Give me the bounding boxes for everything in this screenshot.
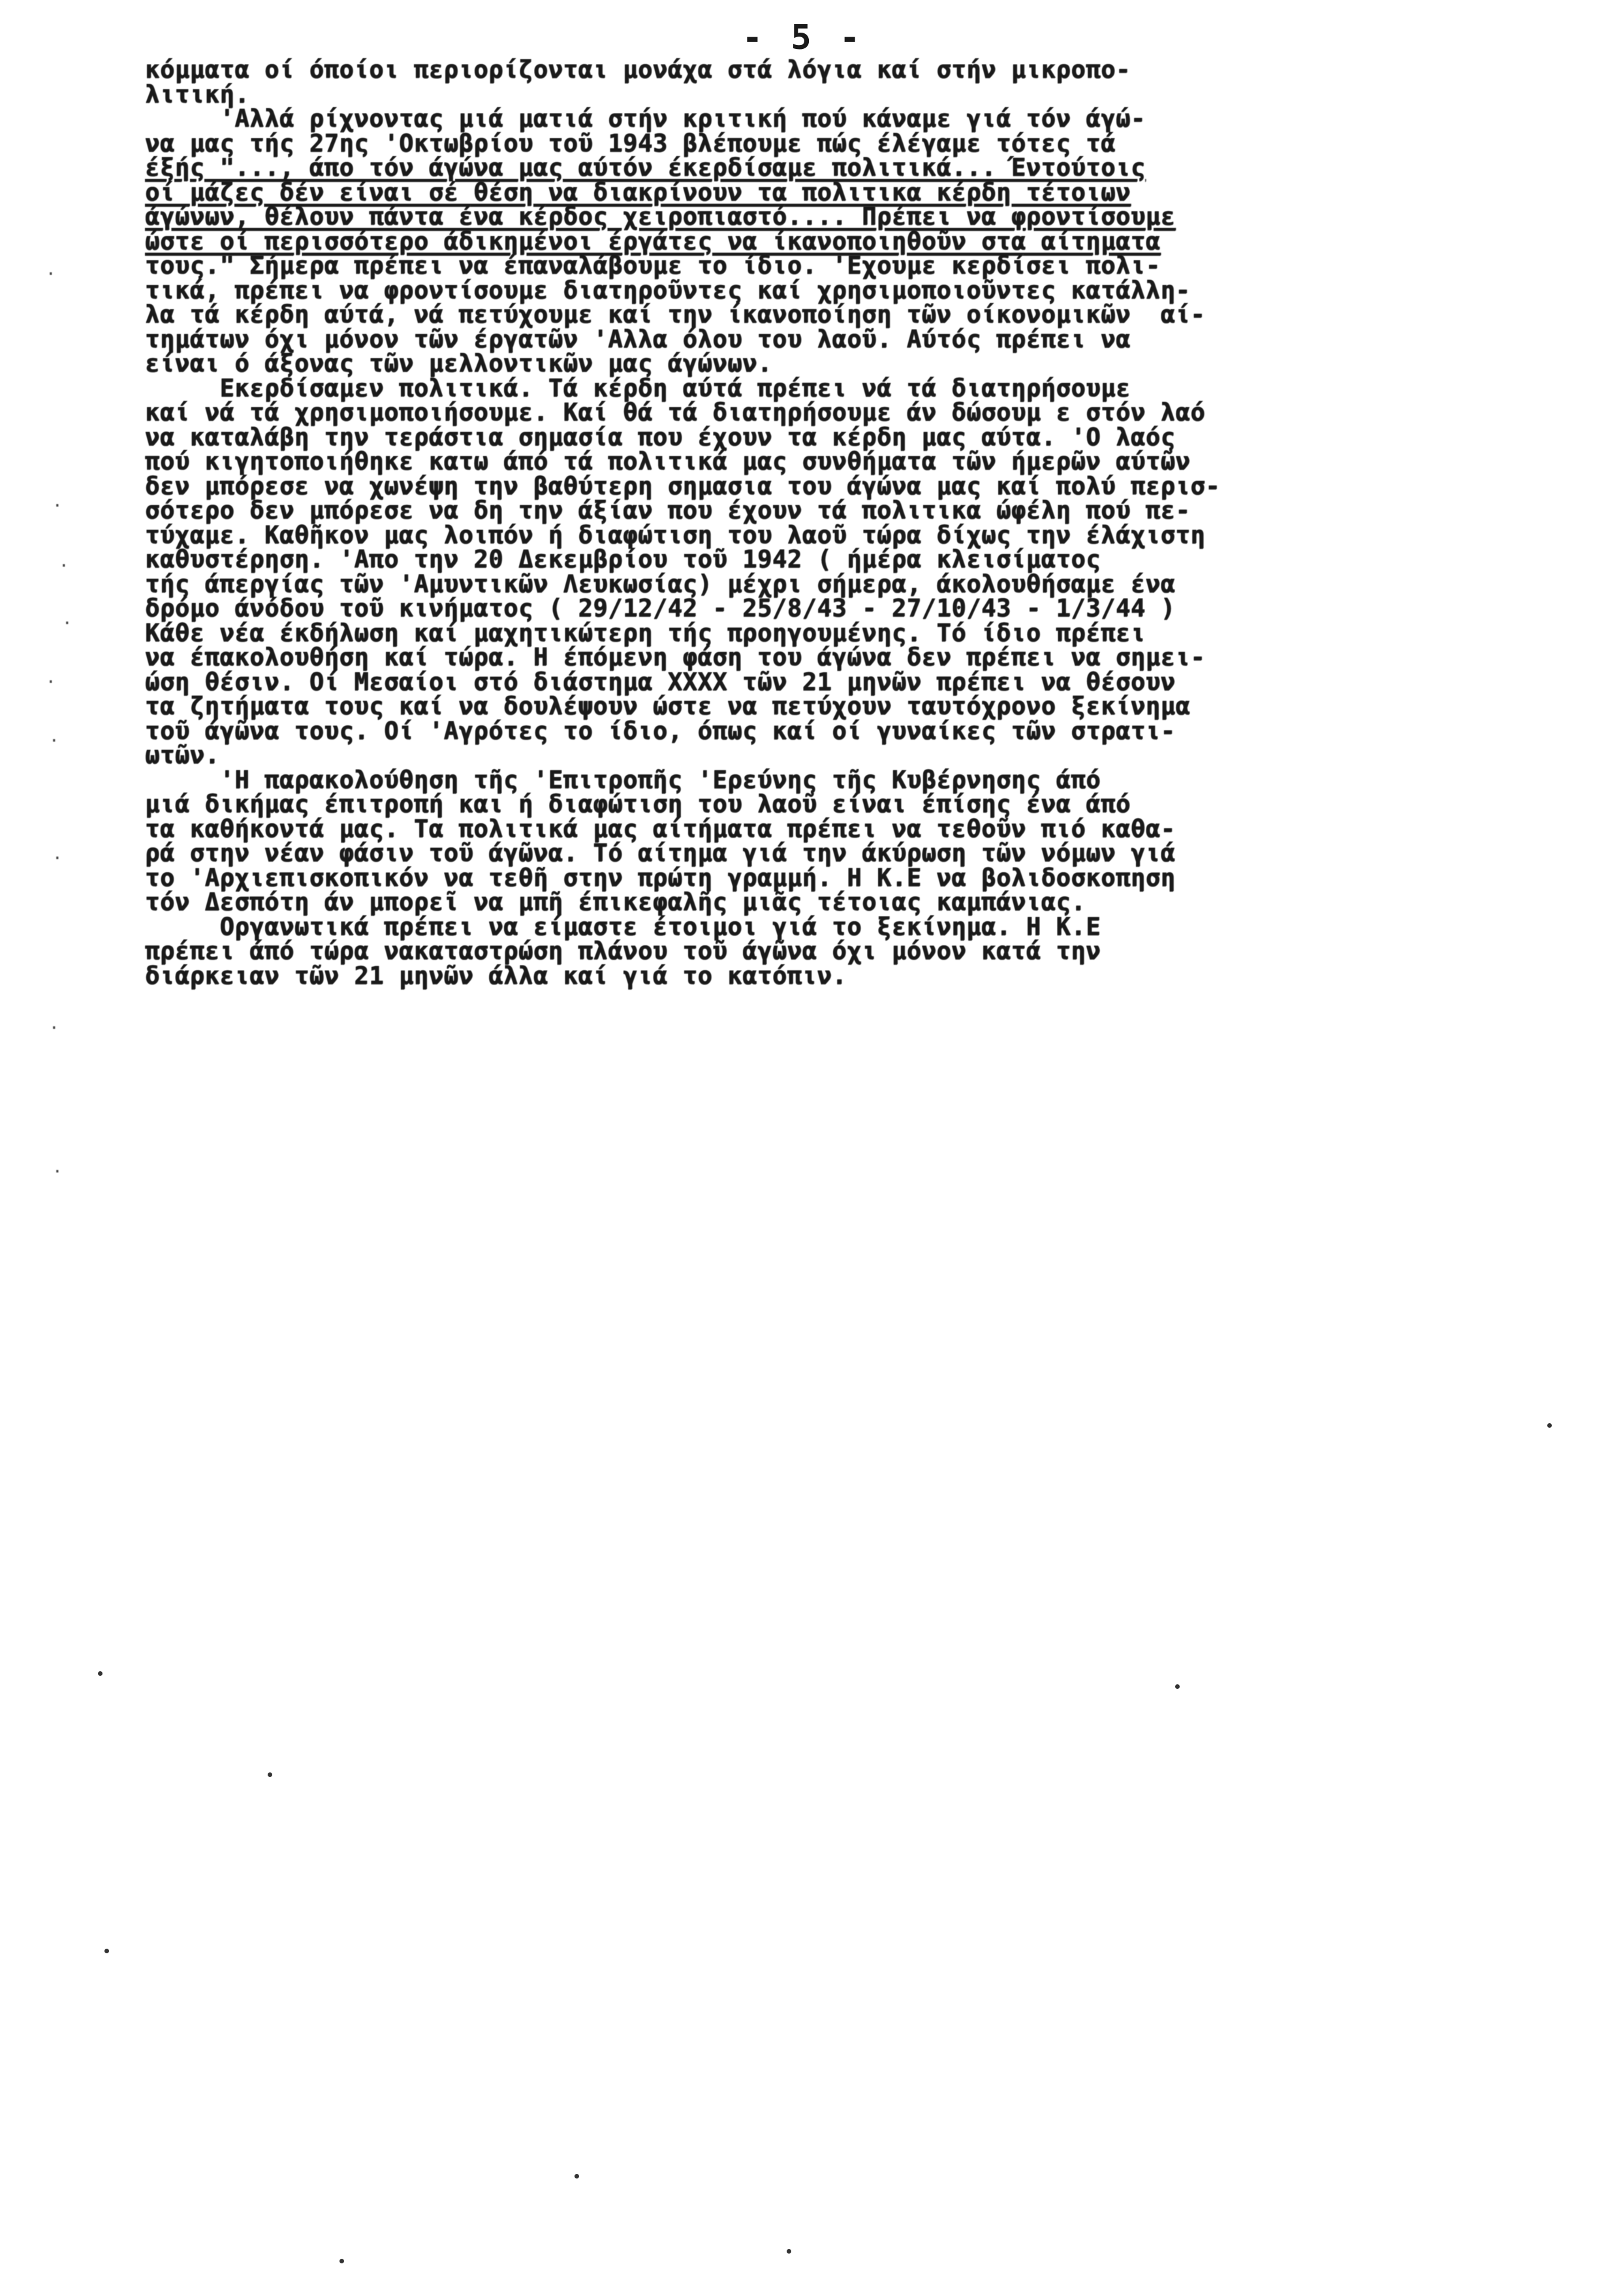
text-line: τα καθήκοντά μας. Τα πολιτικά μας αίτήματα πρέπει να τεθοῦν πιό καθα- bbox=[145, 814, 1176, 843]
text-line: Οργανωτικά πρέπει να είμαστε έτοιμοι γιά το ξεκίνημα. Η Κ.Ε bbox=[145, 912, 1101, 941]
margin-mark: · bbox=[46, 264, 56, 284]
margin-mark: · bbox=[52, 849, 63, 868]
scan-speck bbox=[98, 1671, 102, 1676]
text-line: είναι ό άξονας τῶν μελλοντικῶν μας άγώνων. bbox=[145, 349, 772, 377]
document-body bbox=[145, 57, 1555, 988]
text-line: μιά δικήμας έπιτροπή και ή διαφώτιση του λαοῦ είναι έπίσης ένα άπό bbox=[145, 790, 1131, 818]
text-line: διάρκειαν τῶν 21 μηνῶν άλλα καί γιά το κατόπιν. bbox=[145, 961, 847, 990]
text-line: Εκερδίσαμεν πολιτικά. Τά κέρδη αύτά πρέπει νά τά διατηρήσουμε bbox=[145, 373, 1131, 402]
scan-speck bbox=[1175, 1684, 1180, 1689]
scan-speck bbox=[268, 1772, 272, 1777]
text-line: λα τά κέρδη αύτά, νά πετύχουμε καί την ίκανοποίηση τῶν οίκονομικῶν αί- bbox=[145, 300, 1206, 328]
text-line: ρά στην νέαν φάσιν τοῦ άγῶνα. Τό αίτημα γιά την άκύρωση τῶν νόμων γιά bbox=[145, 839, 1176, 867]
page-number: - 5 - bbox=[742, 18, 864, 57]
text-line: τημάτων όχι μόνον τῶν έργατῶν 'Αλλα όλου του λαοῦ. Αύτός πρέπει να bbox=[145, 324, 1131, 353]
scan-speck bbox=[1547, 1423, 1552, 1428]
text-line: καί νά τά χρησιμοποιήσουμε. Καί θά τά διατηρήσουμε άν δώσουμ ε στόν λαό bbox=[145, 398, 1206, 426]
underlined-text-line: οί μάζες δέν είναι σέ θέση να διακρίνουν τα πολιτικα κέρδη τέτοιων bbox=[145, 178, 1131, 206]
text-line: τύχαμε. Καθῆκον μας λοιπόν ή διαφώτιση του λαοῦ τώρα δίχως την έλάχιστη bbox=[145, 520, 1206, 549]
text-line: σότερο δεν μπόρεσε να δη την άξίαν που έχουν τά πολιτικα ώφέλη πού πε- bbox=[145, 496, 1191, 524]
text-line: τόν Δεσπότη άν μπορεῖ να μπῆ έπικεφαλῆς μιᾶς τέτοιας καμπάνιας. bbox=[145, 888, 1086, 916]
text-line: ωτῶν. bbox=[145, 741, 220, 769]
text-line: λιτική. bbox=[145, 80, 250, 108]
text-line: πρέπει άπό τώρα νακαταστρώση πλάνου τοῦ άγῶνα όχι μόνον κατά την bbox=[145, 937, 1101, 965]
text-line: κόμματα οί όποίοι περιορίζονται μονάχα στά λόγια καί στήν μικροπο- bbox=[145, 55, 1131, 84]
text-line: το 'Αρχιεπισκοπικόν να τεθῆ στην πρώτη γραμμή. Η Κ.Ε να βολιδοσκοπηση bbox=[145, 863, 1176, 892]
text-line: τοῦ άγῶνα τους. Οί 'Αγρότες το ίδιο, όπως καί οί γυναίκες τῶν στρατι- bbox=[145, 716, 1176, 745]
scan-speck bbox=[104, 1949, 109, 1953]
margin-mark: · bbox=[62, 614, 72, 633]
text-line: τικά, πρέπει να φροντίσουμε διατηροῦντες καί χρησιμοποιοῦντες κατάλλη- bbox=[145, 275, 1191, 304]
text-line: τους." Σήμερα πρέπει να έπαναλάβουμε το ίδιο. 'Εχουμε κερδίσει πολι- bbox=[145, 251, 1161, 279]
text-line: πού κιγητοποιήθηκε κατω άπό τά πολιτικά μας συνθήματα τῶν ήμερῶν αύτῶν bbox=[145, 447, 1191, 475]
margin-mark: · bbox=[49, 731, 59, 751]
text-line: δεν μπόρεσε να χωνέψη την βαθύτερη σημασια του άγώνα μας καί πολύ περισ- bbox=[145, 471, 1221, 500]
text-line: να έπακολουθήση καί τώρα. Η έπόμενη φάση του άγώνα δεν πρέπει να σημει- bbox=[145, 643, 1206, 671]
text-line: Κάθε νέα έκδήλωση καί μαχητικώτερη τής προηγουμένης. Τό ίδιο πρέπει bbox=[145, 618, 1146, 647]
text-line: ώση θέσιν. Οί Μεσαίοι στό διάστημα XXXX τῶν 21 μηνῶν πρέπει να θέσουν bbox=[145, 667, 1176, 696]
underlined-text-line: άγώνων, θέλουν πάντα ένα κέρδος χειροπιαστό.... Πρέπει να φροντίσουμε bbox=[145, 202, 1176, 230]
underlined-text-line: έξής "..., άπο τόν άγώνα μας αύτόν έκερδίσαμε πολιτικά... Έντούτοις bbox=[145, 153, 1146, 181]
text-line: τα ζητήματα τους καί να δουλέψουν ώστε να πετύχουν ταυτόχρονο ξεκίνημα bbox=[145, 692, 1191, 720]
underlined-text-line: ώστε οί περισσότερο άδικημένοι έργάτες να ίκανοποιηθοῦν στα αίτηματα bbox=[145, 227, 1161, 255]
text-line: δρόμο άνόδου τοῦ κινήματος ( 29/12/42 - 25/8/43 - 27/10/43 - 1/3/44 ) bbox=[145, 594, 1176, 622]
scan-speck bbox=[787, 2249, 791, 2254]
text-line: τής άπεργίας τῶν 'Αμυντικῶν Λευκωσίας) μέχρι σήμερα, άκολουθήσαμε ένα bbox=[145, 569, 1176, 598]
text-line: 'Η παρακολούθηση τῆς 'Επιτροπῆς 'Ερεύνης τῆς Κυβέρνησης άπό bbox=[145, 765, 1101, 794]
text-line: καθυστέρηση. 'Απο την 20 Δεκεμβρίου τοῦ 1942 ( ήμέρα κλεισίματος bbox=[145, 545, 1101, 573]
scan-speck bbox=[575, 2174, 579, 2178]
scan-speck bbox=[339, 2259, 344, 2263]
margin-mark: . bbox=[59, 552, 69, 571]
text-line: να μας τής 27ης 'Οκτωβρίου τοῦ 1943 βλέπουμε πώς έλέγαμε τότες τά bbox=[145, 129, 1116, 157]
margin-mark: · bbox=[52, 496, 63, 516]
margin-mark: · bbox=[46, 672, 56, 692]
text-line: 'Αλλά ρίχνοντας μιά ματιά στήν κριτική πού κάναμε γιά τόν άγώ- bbox=[145, 104, 1146, 133]
margin-mark: · bbox=[52, 1162, 63, 1182]
text-line: να καταλάβη την τεράστια σημασία που έχουν τα κέρδη μας αύτα. 'Ο λαός bbox=[145, 422, 1176, 451]
margin-mark: · bbox=[49, 1018, 59, 1038]
